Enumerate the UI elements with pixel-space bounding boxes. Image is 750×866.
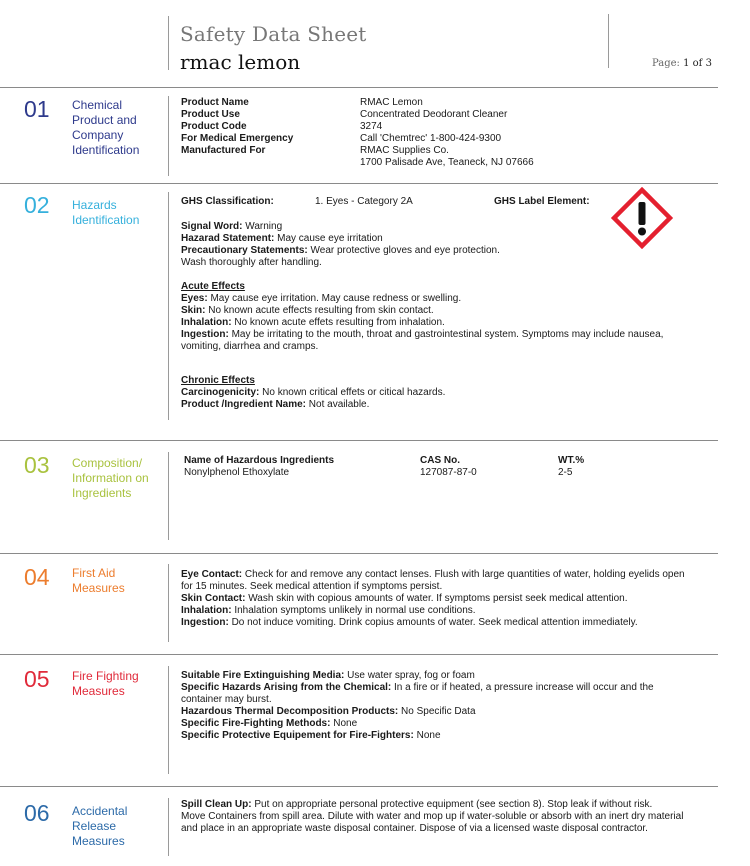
section-separator	[0, 183, 718, 184]
manufacturer-name-value: RMAC Supplies Co.	[360, 145, 449, 156]
header-divider-right	[608, 14, 609, 68]
ingredients-header-cas: CAS No.	[420, 455, 460, 466]
product-id-values	[360, 97, 534, 169]
section-divider	[168, 452, 169, 540]
section-title: First Aid Measures	[72, 566, 125, 595]
first-aid-eye: Eye Contact: Check for and remove any contact lenses. Flush with large quantities of water, holding eyelids open	[181, 569, 685, 580]
page-value: 1 of 3	[683, 58, 712, 69]
hazard-statement: Hazarad Statement: May cause eye irritation	[181, 233, 383, 244]
document-title: Safety Data Sheet	[180, 22, 367, 46]
spill-clean-up: Spill Clean Up: Put on appropriate personal protective equipment (see section 8). Stop leak if without risk.	[181, 799, 653, 810]
fire-specific-hazards-cont: container may burst.	[181, 694, 272, 705]
product-code-label: Product Code	[181, 121, 247, 132]
section-number: 03	[24, 452, 50, 478]
acute-skin: Skin: No known acute effects resulting from skin contact.	[181, 305, 434, 316]
ghs-classification-value: 1. Eyes - Category 2A	[315, 196, 413, 207]
section-separator	[0, 654, 718, 655]
fire-extinguishing-media: Suitable Fire Extinguishing Media: Use water spray, fog or foam	[181, 670, 475, 681]
manufacturer-address-value: 1700 Palisade Ave, Teaneck, NJ 07666	[360, 157, 534, 168]
spill-clean-up-cont2: and place in an appropriate waste disposal container. Dispose of via a licensed waste disposal contractor.	[181, 823, 648, 834]
section-number: 01	[24, 96, 50, 122]
precautionary-statements: Precautionary Statements: Wear protective gloves and eye protection.	[181, 245, 500, 256]
page-label: Page:	[652, 58, 680, 69]
section-number: 04	[24, 564, 50, 590]
fire-fighting-methods: Specific Fire-Fighting Methods: None	[181, 718, 358, 729]
section-number: 06	[24, 800, 50, 826]
product-use-value: Concentrated Deodorant Cleaner	[360, 109, 508, 120]
product-name-label: Product Name	[181, 97, 249, 108]
section-title: Accidental Release Measures	[72, 804, 128, 848]
ingredient-name: Nonylphenol Ethoxylate	[184, 467, 290, 478]
ingredient-wt: 2-5	[558, 467, 573, 478]
product-id-labels	[181, 97, 293, 157]
first-aid-eye-cont: for 15 minutes. Seek medical attention if symptoms persist.	[181, 581, 443, 592]
precautionary-statements-cont: Wash thoroughly after handling.	[181, 257, 322, 268]
medical-emergency-value: Call 'Chemtrec' 1-800-424-9300	[360, 133, 502, 144]
section-number: 05	[24, 666, 50, 692]
section-divider	[168, 666, 169, 774]
ingredients-header-wt: WT.%	[558, 455, 585, 466]
section-separator	[0, 440, 718, 441]
ingredient-cas: 127087-87-0	[420, 467, 477, 478]
section-title: Fire Fighting Measures	[72, 669, 139, 698]
section-divider	[168, 798, 169, 856]
acute-inhalation: Inhalation: No known acute effets resulting from inhalation.	[181, 317, 445, 328]
spill-clean-up-cont: Move Containers from spill area. Dilute with water and mop up if water-soluble or absorb with an inert dry material	[181, 811, 684, 822]
ghs-label-element: GHS Label Element:	[494, 196, 590, 207]
chronic-carcinogenicity: Carcinogenicity: No known critical effets or citical hazards.	[181, 387, 446, 398]
first-aid-ingestion: Ingestion: Do not induce vomiting. Drink copius amounts of water. Seek medical attention immediately.	[181, 617, 638, 628]
signal-word: Signal Word: Warning	[181, 221, 283, 232]
fire-specific-hazards: Specific Hazards Arising from the Chemical: In a fire or if heated, a pressure increase will occur and the	[181, 682, 654, 693]
fire-thermal-decomposition: Hazardous Thermal Decomposition Products: No Specific Data	[181, 706, 476, 717]
section-divider	[168, 192, 169, 420]
product-code-value: 3274	[360, 121, 383, 132]
acute-ingestion: Ingestion: May be irritating to the mouth, throat and gastrointestinal system. Symptoms may include nausea,	[181, 329, 664, 340]
chronic-effects-heading: Chronic Effects	[181, 375, 255, 386]
section-number: 02	[24, 192, 50, 218]
section-title: Hazards Identification	[72, 198, 140, 227]
page-indicator	[652, 58, 712, 69]
sds-header	[0, 0, 750, 88]
medical-emergency-label: For Medical Emergency	[181, 133, 294, 144]
product-name-value: RMAC Lemon	[360, 97, 423, 108]
section-separator	[0, 553, 718, 554]
manufactured-for-label: Manufactured For	[181, 145, 266, 156]
chronic-product-ingredient: Product /Ingredient Name: Not available.	[181, 399, 370, 410]
product-title: rmac lemon	[180, 50, 301, 74]
acute-eyes: Eyes: May cause eye irritation. May cause redness or swelling.	[181, 293, 462, 304]
section-title: Chemical Product and Company Identification	[72, 98, 140, 157]
acute-effects-heading: Acute Effects	[181, 281, 245, 292]
ghs-classification-label: GHS Classification:	[181, 196, 274, 207]
section-title: Composition/ Information on Ingredients	[72, 456, 149, 500]
ingredients-header-name: Name of Hazardous Ingredients	[184, 455, 335, 466]
header-divider-left	[168, 16, 169, 70]
section-separator	[0, 786, 718, 787]
first-aid-inhalation: Inhalation: Inhalation symptoms unlikely in normal use conditions.	[181, 605, 476, 616]
first-aid-skin: Skin Contact: Wash skin with copious amounts of water. If symptoms persist seek medical attention.	[181, 593, 628, 604]
acute-ingestion-cont: vomiting, diarrhea and cramps.	[181, 341, 319, 352]
fire-protective-equipment: Specific Protective Equipement for Fire-Fighters: None	[181, 730, 441, 741]
section-divider	[168, 96, 169, 176]
section-separator	[0, 87, 718, 88]
section-divider	[168, 564, 169, 642]
product-use-label: Product Use	[181, 109, 240, 120]
